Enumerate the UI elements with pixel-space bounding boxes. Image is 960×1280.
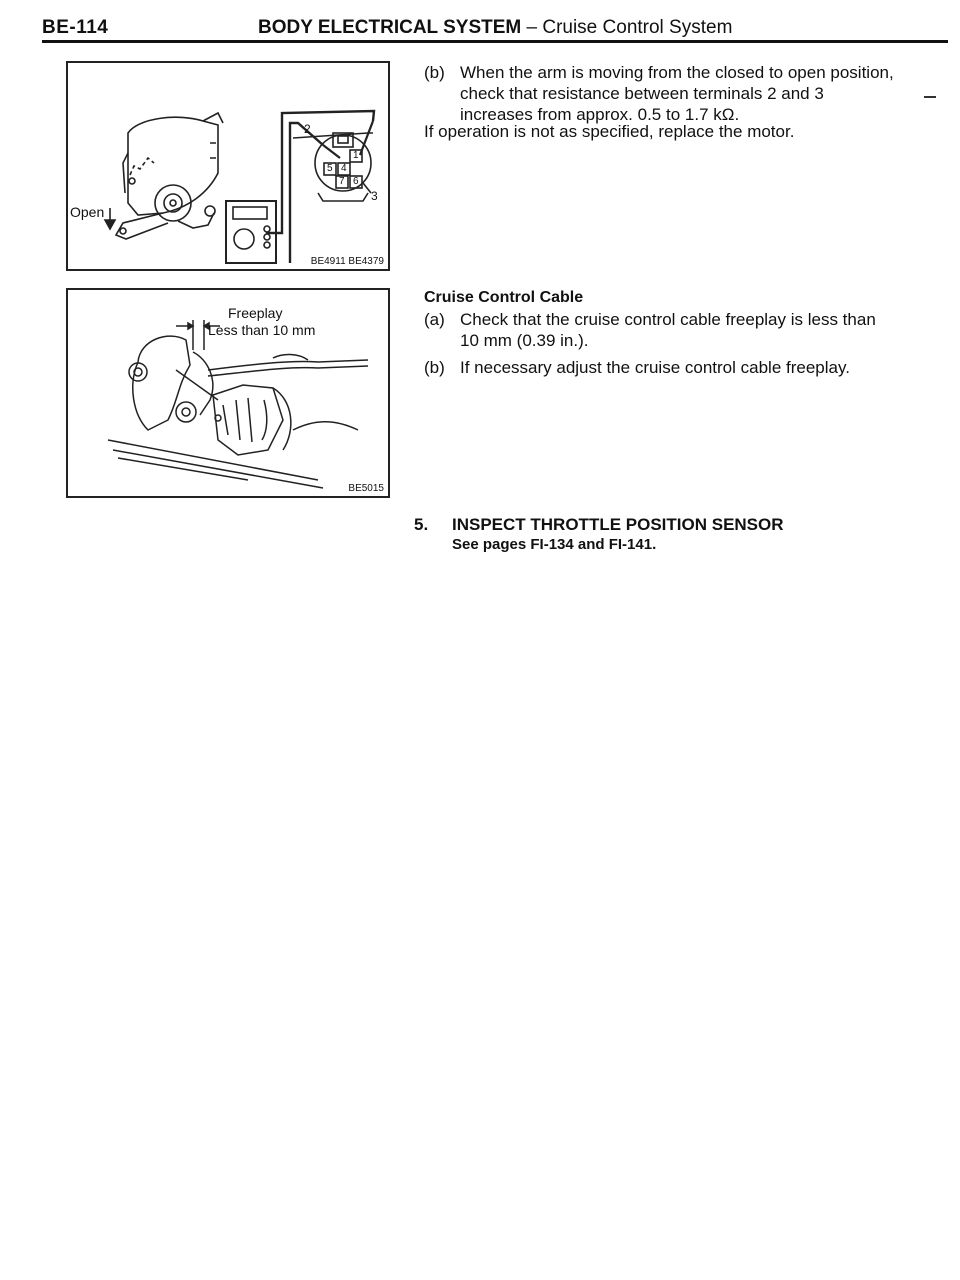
subsection-title: Cruise Control System bbox=[542, 17, 733, 38]
page-title bbox=[258, 17, 732, 39]
pin-label: 4 bbox=[341, 163, 347, 174]
step-5-reference: See pages FI-134 and FI-141. bbox=[452, 536, 657, 553]
motor-step-b-marker: (b) bbox=[424, 63, 445, 82]
step-5-heading: INSPECT THROTTLE POSITION SENSOR bbox=[452, 515, 784, 534]
cable-step-a-marker: (a) bbox=[424, 310, 445, 329]
figure-cable-freeplay bbox=[66, 288, 390, 498]
pin-label: 6 bbox=[353, 176, 359, 187]
pin-label: 5 bbox=[327, 163, 333, 174]
pin-label: 1 bbox=[353, 150, 359, 161]
motor-step-b-text: When the arm is moving from the closed to open position, check that resistance between terminals 2 and 3 increases from approx. 0.5 to 1.7 kΩ. bbox=[460, 63, 894, 124]
cable-step-a-text: Check that the cruise control cable freeplay is less than 10 mm (0.39 in.). bbox=[460, 310, 876, 350]
step-5-number: 5. bbox=[414, 515, 429, 534]
motor-resistance-illustration bbox=[68, 63, 388, 269]
page-header bbox=[0, 0, 960, 44]
cable-step-b-marker: (b) bbox=[424, 358, 445, 377]
motor-replace-note: If operation is not as specified, replace the motor. bbox=[424, 122, 795, 141]
section-title: BODY ELECTRICAL SYSTEM bbox=[258, 17, 522, 38]
title-separator: – bbox=[521, 17, 543, 38]
terminal-2-label: 2 bbox=[304, 122, 311, 136]
freeplay-label: Freeplay bbox=[228, 305, 283, 321]
figure-motor-resistance bbox=[66, 61, 390, 271]
terminal-3-label: 3 bbox=[371, 189, 378, 203]
freeplay-limit-label: Less than 10 mm bbox=[208, 322, 316, 338]
margin-tick bbox=[924, 96, 936, 98]
cable-step-b-text: If necessary adjust the cruise control cable freeplay. bbox=[460, 358, 850, 377]
header-rule bbox=[42, 40, 948, 43]
cable-heading: Cruise Control Cable bbox=[424, 289, 584, 306]
pin-label: 7 bbox=[339, 176, 345, 187]
open-direction-label: Open bbox=[70, 204, 105, 220]
figure-code: BE4911 BE4379 bbox=[310, 256, 384, 267]
page-code: BE-114 bbox=[42, 17, 109, 38]
figure-code: BE5015 bbox=[348, 483, 384, 494]
